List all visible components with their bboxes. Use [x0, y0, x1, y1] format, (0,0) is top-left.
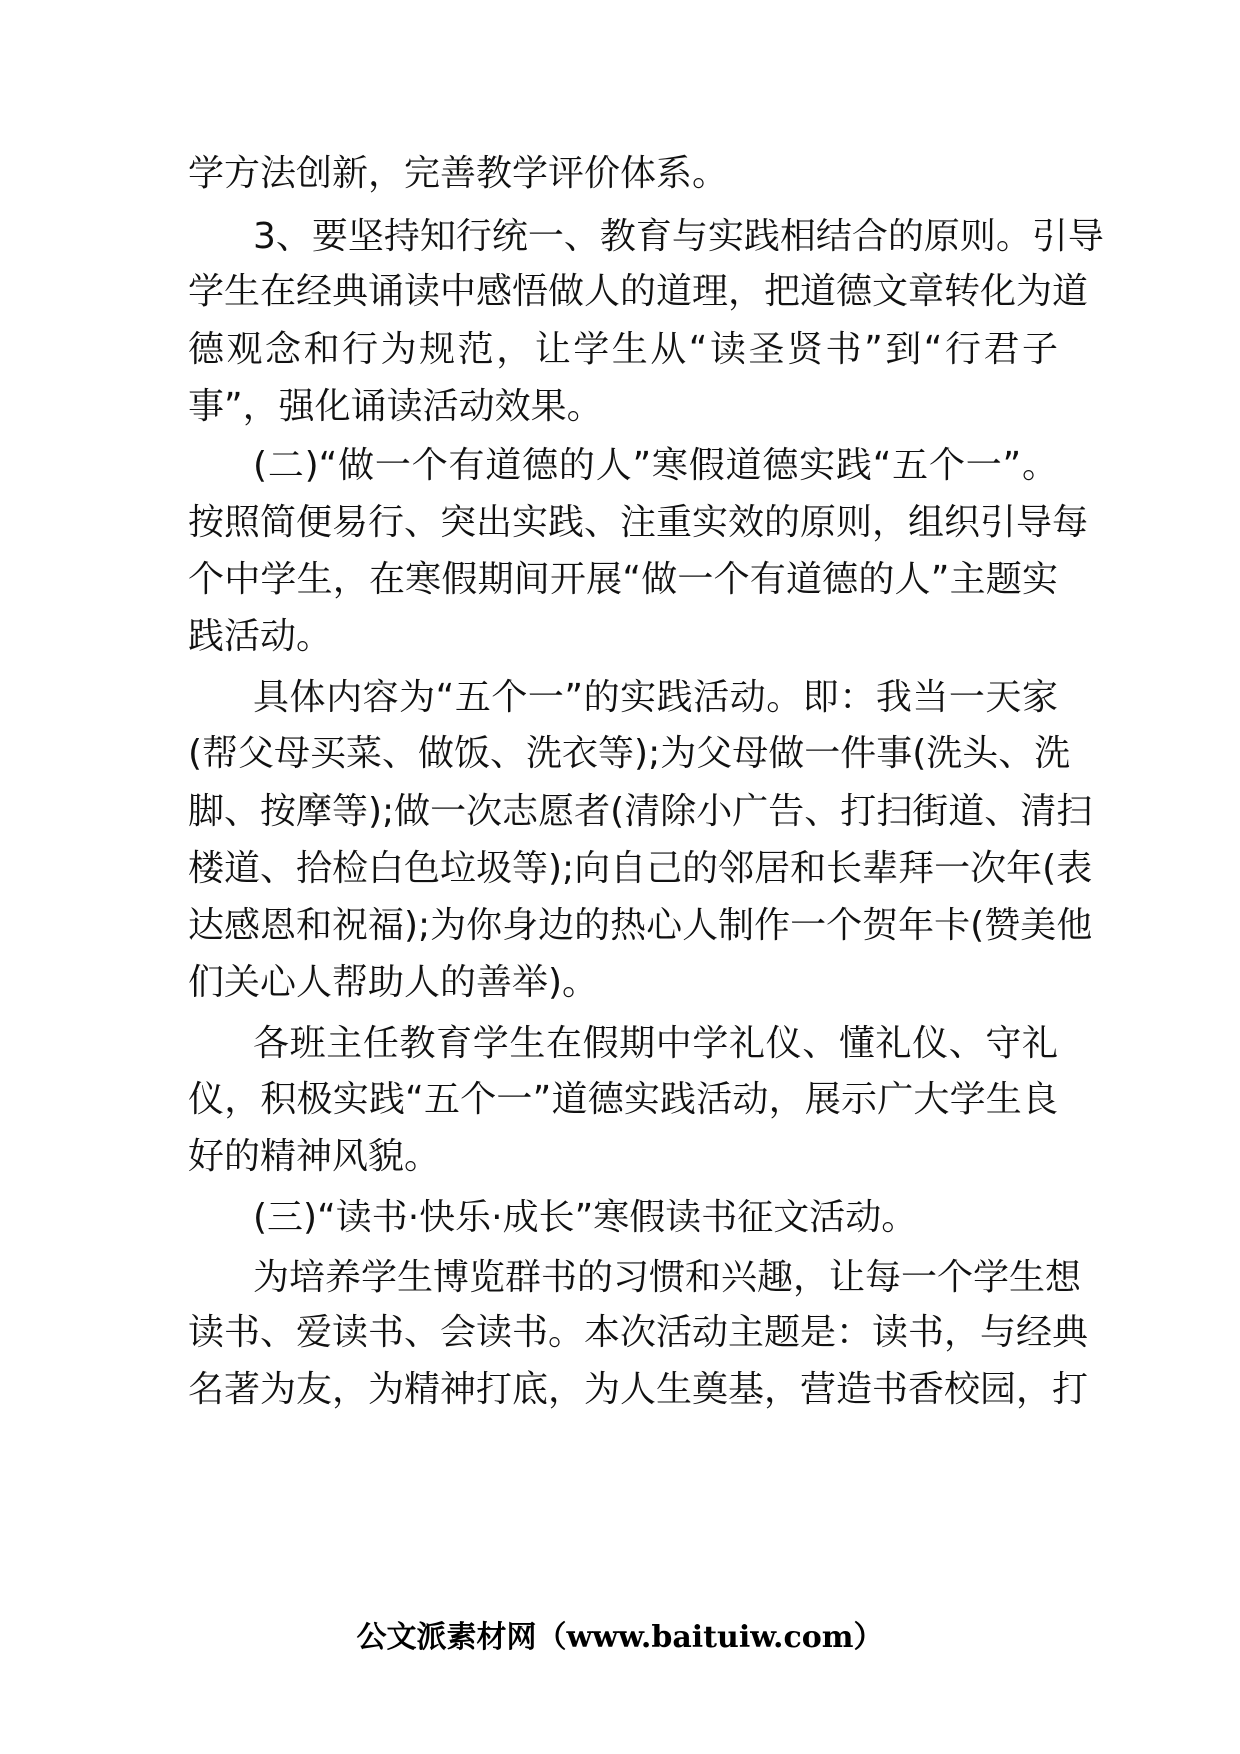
text-line: 德观念和行为规范，让学生从“读圣贤书”到“行君子 [188, 329, 1058, 370]
text-line: 名著为友，为精神打底，为人生奠基，营造书香校园，打 [188, 1369, 1089, 1410]
text-line: 达感恩和祝福);为你身边的热心人制作一个贺年卡(赞美他 [188, 905, 1093, 946]
text-line: 践活动。 [188, 616, 333, 657]
text-line: 具体内容为“五个一”的实践活动。即：我当一天家 [253, 677, 1058, 718]
text-line: (三)“读书·快乐·成长”寒假读书征文活动。 [253, 1197, 918, 1238]
text-line: 为培养学生博览群书的习惯和兴趣，让每一个学生想 [253, 1257, 1082, 1298]
text-line: 学生在经典诵读中感悟做人的道理，把道德文章转化为道 [188, 271, 1089, 312]
footer-watermark: 公文派素材网（www.baituiw.com） [356, 1620, 884, 1655]
text-line: 按照简便易行、突出实践、注重实效的原则，组织引导每 [188, 502, 1089, 543]
text-line: 们关心人帮助人的善举)。 [188, 962, 599, 1003]
text-line: (二)“做一个有道德的人”寒假道德实践“五个一”。 [253, 445, 1058, 486]
text-line: 楼道、拾检白色垃圾等);向自己的邻居和长辈拜一次年(表 [188, 848, 1093, 889]
text-line: 仪，积极实践“五个一”道德实践活动，展示广大学生良 [188, 1079, 1058, 1120]
text-line: (帮父母买菜、做饭、洗衣等);为父母做一件事(洗头、洗 [188, 733, 1071, 774]
text-line: 事”，强化诵读活动效果。 [188, 386, 603, 427]
text-line: 好的精神风貌。 [188, 1136, 441, 1177]
text-line: 3、要坚持知行统一、教育与实践相结合的原则。引导 [253, 216, 1104, 257]
text-line: 读书、爱读书、会读书。本次活动主题是：读书，与经典 [188, 1312, 1089, 1353]
text-line: 个中学生，在寒假期间开展“做一个有道德的人”主题实 [188, 559, 1058, 600]
text-line: 各班主任教育学生在假期中学礼仪、懂礼仪、守礼 [253, 1023, 1058, 1064]
text-line: 脚、按摩等);做一次志愿者(清除小广告、打扫街道、清扫 [188, 791, 1093, 832]
text-line: 学方法创新，完善教学评价体系。 [188, 153, 729, 194]
